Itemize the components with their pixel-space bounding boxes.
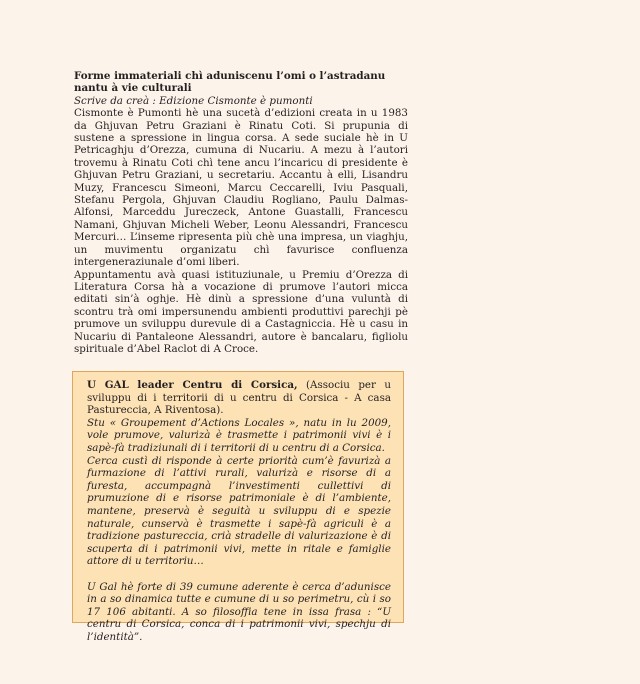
article <box>74 70 408 355</box>
box-lead-text: (Associu per u sviluppu di i territorii di u centru di Corsica - A casa Pastureccia, A Riventosa). <box>87 379 391 417</box>
article-subtitle: Scrive da creà : Edizione Cismonte è pumonti <box>74 94 313 107</box>
gal-info-box <box>72 371 404 643</box>
box-paragraph: Cerca custì di risponde à certe priorità cum’è favurizà a furmazione di l’attivi rurali, valurizà e risorse di a furesta, accumpagnà l’investimenti cullettivi di prumuzione di e risorse patrimoniale è di l’ambiente, mantene, preservà è seguità u sviluppu di e spezie naturale, cunservà è trasmette i sapè-fà agriculi è a tradizione pastureccia, crià stradelle di valurizazione è di scuperta di i patrimonii vivi, mette in ritale e famiglie attore di u territoriu… <box>87 454 391 568</box>
box-lead <box>87 379 391 417</box>
article-paragraph: Cismonte è Pumonti hè una sucetà d’edizioni creata in u 1983 da Ghjuvan Petru Graziani è Rinatu Coti. Si prupunia di sustene a spressione in lingua corsa. A sede suciale hè in U Petricaghju d’Orezza, cumuna di Nucariu. A mezu à l’autori trovemu à Rinatu Coti chì tene ancu l’incaricu di presidente è Ghjuvan Petru Graziani, u secretariu. Accantu à elli, Lisandru Muzy, Francescu Simeoni, Marcu Ceccarelli, Iviu Pasquali, Stefanu Pergola, Ghjuvan Claudiu Rogliano, Paulu Dalmas-Alfonsi, Marceddu Jureczeck, Antone Guastalli, Francescu Namani, Ghjuvan Micheli Weber, Leonu Alessandri, Francescu Mercuri… L’inseme ripresenta più chè una impresa, un viaghju, un muvimentu organizatu chì favurisce confluenza intergeneraziunale d’omi liberi. <box>74 107 408 269</box>
article-paragraph: Appuntamentu avà quasi istituziunale, u Premiu d’Orezza di Literatura Corsa hà a vocazione di prumove l’autori micca editati sin’à oghje. Hè dinù a spressione d’una vuluntà di scontru trà omi impersunendu ambienti produttivi parechji pè prumove un sviluppu durevule di a Castagniccia. Hè u casu in Nucariu di Pantaleone Alessandri, autore è bancalaru, figliolu spirituale d’Abel Raclot di A Croce. <box>74 268 408 355</box>
box-paragraph: Stu « Groupement d’Actions Locales », natu in lu 2009, vole prumove, valurizà è trasmette i patrimonii vivi è i sapè-fà tradiziunali di i territorii di u centru di a Corsica. <box>87 416 391 454</box>
box-spacer <box>87 568 391 581</box>
box-lead-title: U GAL leader Centru di Corsica, <box>87 379 298 391</box>
article-title: Forme immateriali chì aduniscenu l’omi o l’astradanu nantu à vie culturali <box>74 70 386 95</box>
box-paragraph: U Gal hè forte di 39 cumune aderente è cerca d’adunisce in a so dinamica tutte e cumune di u so perimetru, cù i so 17 106 abitanti. A so filosoffia tene in issa frasa : “U centru di Corsica, conca di i patrimonii vivi, spechju di l’identità”. <box>87 580 391 643</box>
